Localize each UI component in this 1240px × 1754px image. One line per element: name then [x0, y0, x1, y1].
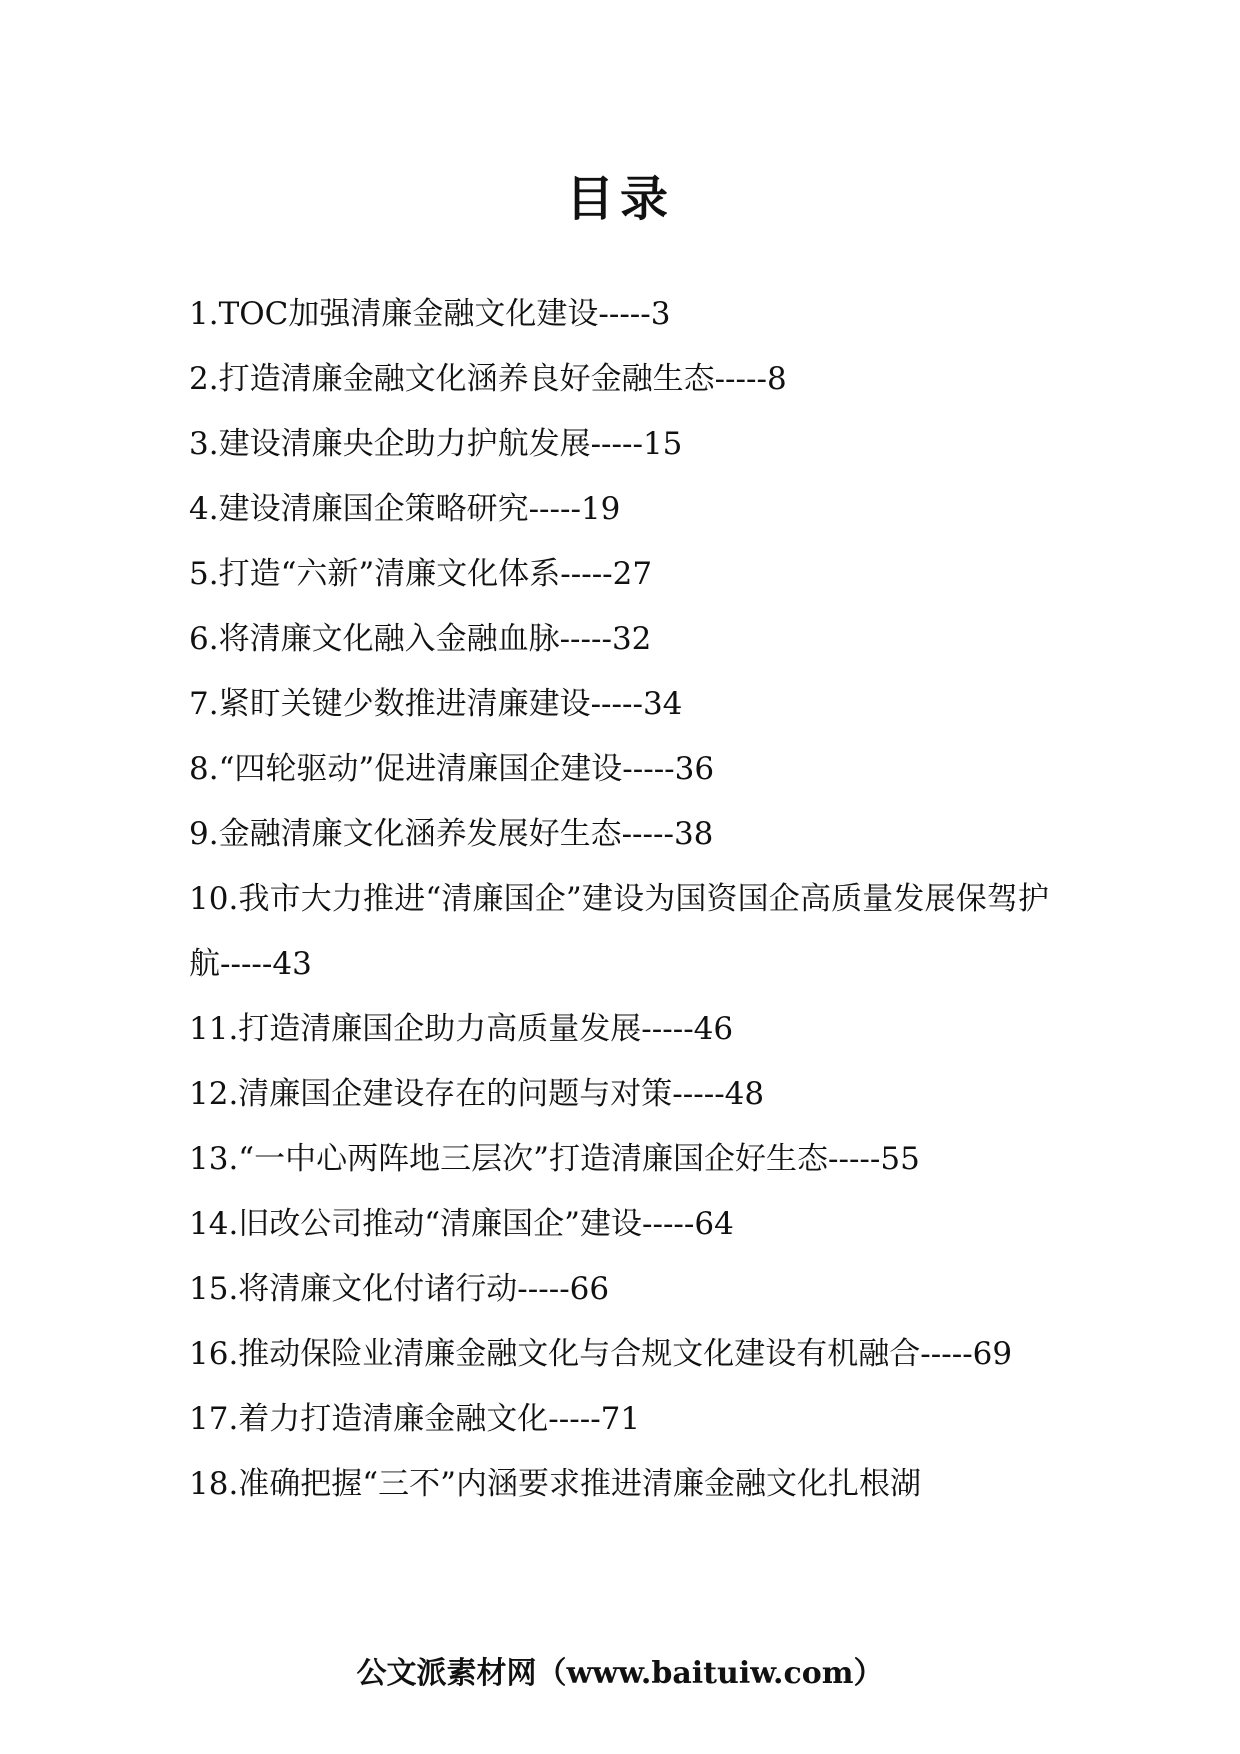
toc-item[interactable]: 17.着力打造清廉金融文化-----71 — [189, 1401, 641, 1437]
toc-item[interactable]: 4.建设清廉国企策略研究-----19 — [189, 491, 621, 527]
footer-watermark: 公文派素材网（www.baituiw.com） — [356, 1656, 884, 1691]
toc-item[interactable]: 12.清廉国企建设存在的问题与对策-----48 — [189, 1076, 765, 1112]
toc-item[interactable]: 13.“一中心两阵地三层次”打造清廉国企好生态-----55 — [189, 1141, 920, 1177]
toc-item[interactable]: 14.旧改公司推动“清廉国企”建设-----64 — [189, 1206, 734, 1242]
toc-item[interactable]: 2.打造清廉金融文化涵养良好金融生态-----8 — [189, 361, 787, 397]
toc-item[interactable]: 7.紧盯关键少数推进清廉建设-----34 — [189, 686, 683, 722]
toc-item[interactable]: 9.金融清廉文化涵养发展好生态-----38 — [189, 816, 714, 852]
toc-item[interactable]: 8.“四轮驱动”促进清廉国企建设-----36 — [189, 751, 715, 787]
toc-item[interactable]: 10.我市大力推进“清廉国企”建设为国资国企高质量发展保驾护航-----43 — [189, 881, 1049, 982]
toc-item[interactable]: 15.将清廉文化付诸行动-----66 — [189, 1271, 610, 1307]
toc-item[interactable]: 1.TOC加强清廉金融文化建设-----3 — [189, 296, 671, 332]
table-of-contents — [189, 282, 1049, 1517]
toc-item[interactable]: 3.建设清廉央企助力护航发展-----15 — [189, 426, 683, 462]
toc-item[interactable]: 18.准确把握“三不”内涵要求推进清廉金融文化扎根湖 — [189, 1466, 921, 1502]
toc-item[interactable]: 11.打造清廉国企助力高质量发展-----46 — [189, 1011, 734, 1047]
toc-item[interactable]: 16.推动保险业清廉金融文化与合规文化建设有机融合-----69 — [189, 1336, 1013, 1372]
toc-item[interactable]: 5.打造“六新”清廉文化体系-----27 — [189, 556, 653, 592]
toc-item[interactable]: 6.将清廉文化融入金融血脉-----32 — [189, 621, 652, 657]
page-title: 目录 — [565, 171, 674, 227]
